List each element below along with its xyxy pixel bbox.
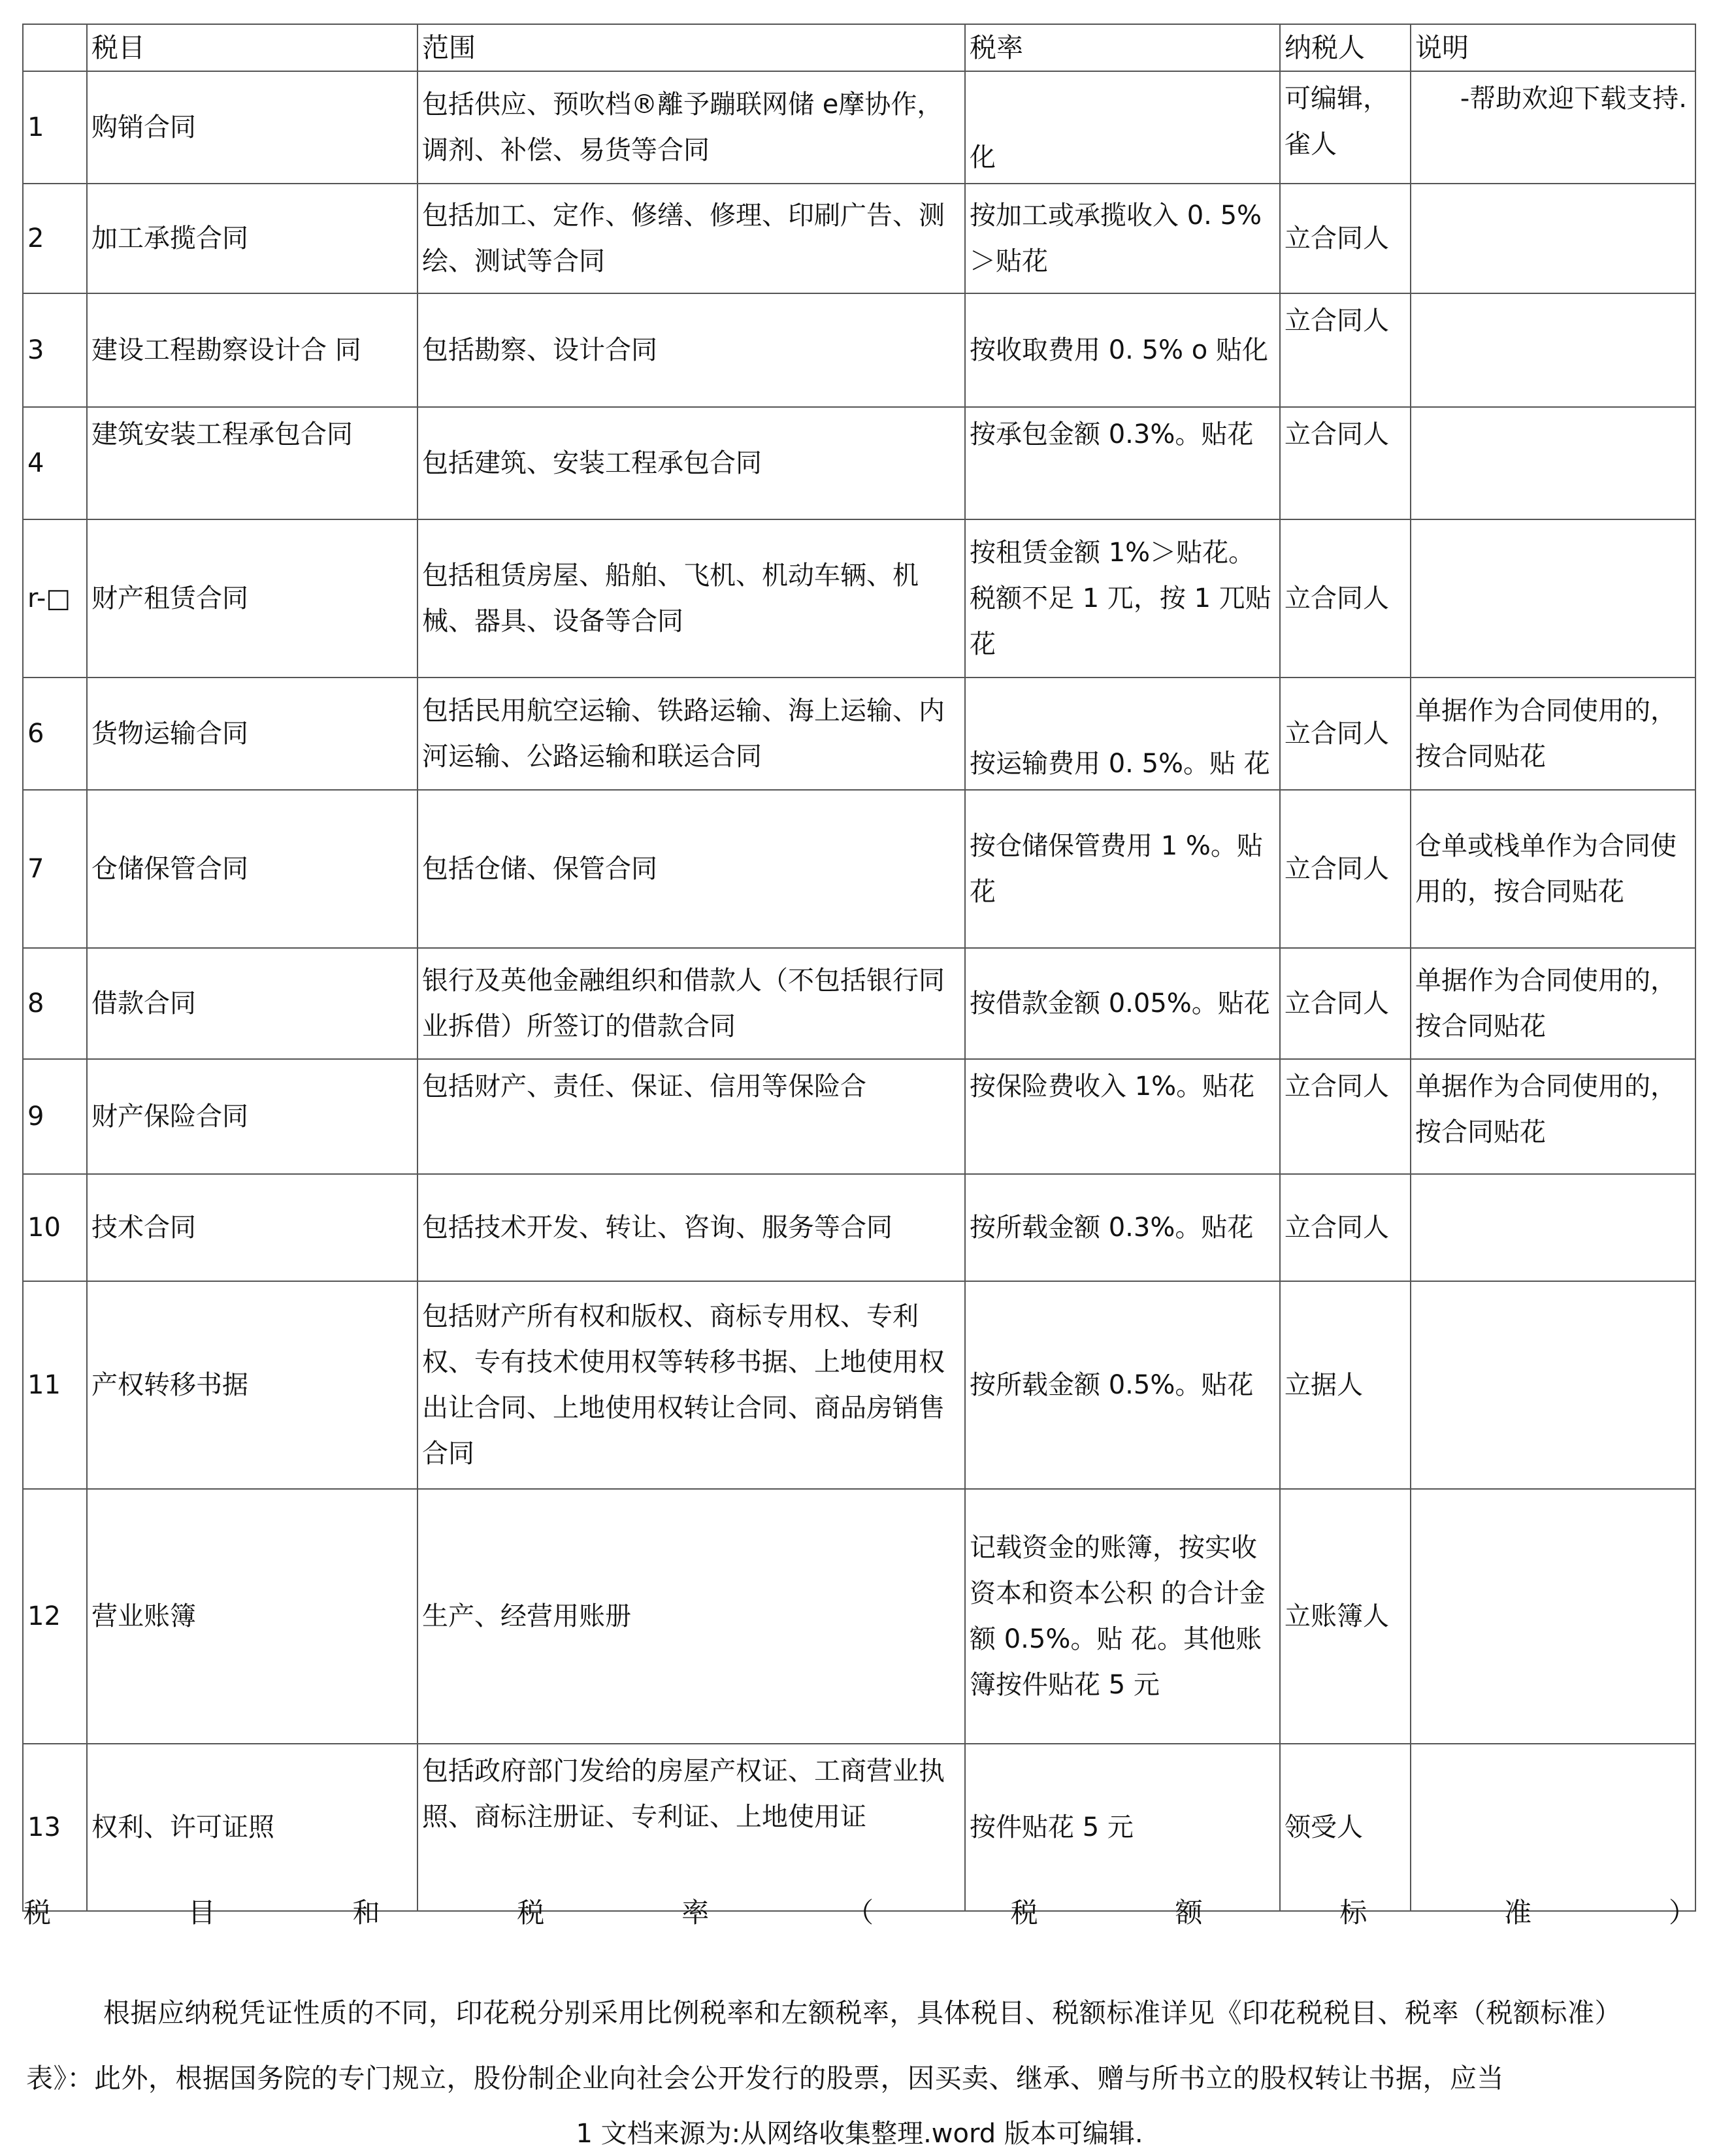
row-note: -帮助欢迎下载支持.	[1411, 71, 1695, 184]
row-scope: 包括技术开发、转让、咨询、服务等合同	[417, 1174, 965, 1281]
row-index: 10	[23, 1174, 87, 1281]
row-note	[1411, 293, 1695, 407]
row-note	[1411, 1174, 1695, 1281]
caption-char: 和	[352, 1897, 380, 1929]
row-scope: 包括勘察、设计合同	[417, 293, 965, 407]
row-tax-item: 借款合同	[87, 948, 417, 1059]
row-tax-rate: 按承包金额 0.3%。贴花	[965, 407, 1280, 519]
row-taxpayer: 立合同人	[1280, 293, 1411, 407]
caption-char: 标	[1339, 1897, 1367, 1929]
row-taxpayer: 立合同人	[1280, 678, 1411, 790]
row-tax-rate: 记载资金的账簿，按实收资本和资本公积 的合计金额 0.5%。贴 花。其他账簿按件贴花 5 元	[965, 1489, 1280, 1744]
table-row	[23, 184, 1695, 293]
row-note	[1411, 1744, 1695, 1911]
row-tax-item: 权利、许可证照	[87, 1744, 417, 1911]
header-tax-rate: 税率	[965, 24, 1280, 71]
table-row	[23, 948, 1695, 1059]
row-tax-item: 财产保险合同	[87, 1059, 417, 1174]
header-scope: 范围	[417, 24, 965, 71]
row-index: 1	[23, 71, 87, 184]
table-row	[23, 1281, 1695, 1489]
row-taxpayer: 立据人	[1280, 1281, 1411, 1489]
page-footer: 1 文档来源为:从网络收集整理.word 版本可编辑.	[576, 2119, 1143, 2149]
row-tax-item: 加工承揽合同	[87, 184, 417, 293]
row-scope: 包括加工、定作、修缮、修理、印刷广告、测绘、测试等合同	[417, 184, 965, 293]
table-header-row	[23, 24, 1695, 71]
row-taxpayer: 立合同人	[1280, 519, 1411, 678]
row-index: 2	[23, 184, 87, 293]
row-tax-item: 购销合同	[87, 71, 417, 184]
row-tax-rate: 按租赁金额 1%＞贴花。税额不足 1 兀，按 1 兀贴花	[965, 519, 1280, 678]
caption-char: 目	[188, 1897, 216, 1929]
row-tax-rate: 按运输费用 0. 5%。贴 花	[965, 678, 1280, 790]
row-note: 单据作为合同使用的，按合同贴花	[1411, 948, 1695, 1059]
table-row	[23, 1059, 1695, 1174]
row-tax-rate: 化	[965, 71, 1280, 184]
table-row	[23, 1744, 1695, 1911]
row-index: 13	[23, 1744, 87, 1911]
row-index: 8	[23, 948, 87, 1059]
row-scope: 包括民用航空运输、铁路运输、海上运输、内河运输、公路运输和联运合同	[417, 678, 965, 790]
row-tax-item: 建设工程勘察设计合 同	[87, 293, 417, 407]
row-index: r-□	[23, 519, 87, 678]
row-index: 4	[23, 407, 87, 519]
table-row	[23, 71, 1695, 184]
row-tax-item: 产权转移书据	[87, 1281, 417, 1489]
row-tax-rate: 按加工或承揽收入 0. 5%＞贴花	[965, 184, 1280, 293]
row-scope: 包括财产、责任、保证、信用等保险合	[417, 1059, 965, 1174]
row-index: 3	[23, 293, 87, 407]
row-note	[1411, 407, 1695, 519]
row-taxpayer: 可编辑，雀人	[1280, 71, 1411, 184]
caption-char: 税	[24, 1897, 52, 1929]
row-tax-rate: 按保险费收入 1%。贴花	[965, 1059, 1280, 1174]
table-row	[23, 293, 1695, 407]
row-scope: 银行及英他金融组织和借款人（不包括银行同业拆借）所签订的借款合同	[417, 948, 965, 1059]
row-taxpayer: 立账簿人	[1280, 1489, 1411, 1744]
header-taxpayer: 纳税人	[1280, 24, 1411, 71]
row-tax-rate: 按件贴花 5 元	[965, 1744, 1280, 1911]
table-row	[23, 519, 1695, 678]
caption-char: 税	[517, 1897, 545, 1929]
row-taxpayer: 立合同人	[1280, 407, 1411, 519]
caption-char: 额	[1175, 1897, 1203, 1929]
row-note: 单据作为合同使用的，按合同贴花	[1411, 678, 1695, 790]
table-row	[23, 790, 1695, 948]
table-row	[23, 407, 1695, 519]
row-scope: 包括建筑、安装工程承包合同	[417, 407, 965, 519]
row-note	[1411, 184, 1695, 293]
row-tax-item: 财产租赁合同	[87, 519, 417, 678]
row-taxpayer: 立合同人	[1280, 1174, 1411, 1281]
header-tax-item: 税目	[87, 24, 417, 71]
body-paragraph: 根据应纳税凭证性质的不同，印花税分别采用比例税率和左额税率，具体税目、税额标准详见《印花税税目、税率（税额标准）表》：此外，根据国务院的专门规立，股份制企业向社会公开发行的股票，因买卖、继承、赠与所书立的股权转让书据，应当	[26, 1997, 1622, 2094]
row-tax-rate: 按仓储保管费用 1 %。贴花	[965, 790, 1280, 948]
caption-char: 准	[1504, 1897, 1532, 1929]
table-row	[23, 1489, 1695, 1744]
table-caption	[24, 1893, 1696, 1933]
row-scope: 包括政府部门发给的房屋产权证、工商营业执照、商标注册证、专利证、上地使用证	[417, 1744, 965, 1911]
caption-char: ）	[1668, 1897, 1696, 1929]
row-note	[1411, 519, 1695, 678]
row-tax-rate: 按收取费用 0. 5% o 贴化	[965, 293, 1280, 407]
row-scope: 包括供应、预吹档®離予蹦联网储 e摩协作， 调剂、补偿、易货等合同	[417, 71, 965, 184]
row-index: 11	[23, 1281, 87, 1489]
row-tax-item: 技术合同	[87, 1174, 417, 1281]
row-scope: 包括财产所有权和版权、商标专用权、专利权、专有技术使用权等转移书据、上地使用权出让合同、上地使用权转让合同、商品房销售合同	[417, 1281, 965, 1489]
caption-char: （	[845, 1897, 874, 1929]
row-index: 12	[23, 1489, 87, 1744]
row-tax-rate: 按借款金额 0.05%。贴花	[965, 948, 1280, 1059]
row-taxpayer: 立合同人	[1280, 184, 1411, 293]
row-tax-item: 营业账簿	[87, 1489, 417, 1744]
row-tax-item: 货物运输合同	[87, 678, 417, 790]
row-scope: 生产、经营用账册	[417, 1489, 965, 1744]
row-tax-item: 建筑安装工程承包合同	[87, 407, 417, 519]
row-note	[1411, 1281, 1695, 1489]
row-index: 9	[23, 1059, 87, 1174]
stamp-tax-table	[22, 24, 1696, 1912]
row-index: 7	[23, 790, 87, 948]
row-taxpayer: 立合同人	[1280, 1059, 1411, 1174]
row-taxpayer: 立合同人	[1280, 948, 1411, 1059]
row-taxpayer: 立合同人	[1280, 790, 1411, 948]
header-note: 说明	[1411, 24, 1695, 71]
header-index	[23, 24, 87, 71]
table-row	[23, 678, 1695, 790]
row-tax-rate: 按所载金额 0.3%。贴花	[965, 1174, 1280, 1281]
table-row	[23, 1174, 1695, 1281]
row-taxpayer: 领受人	[1280, 1744, 1411, 1911]
caption-char: 税	[1010, 1897, 1038, 1929]
row-note: 单据作为合同使用的，按合同贴花	[1411, 1059, 1695, 1174]
row-note: 仓单或栈单作为合同使用的，按合同贴花	[1411, 790, 1695, 948]
row-tax-item: 仓储保管合同	[87, 790, 417, 948]
row-tax-rate: 按所载金额 0.5%。贴花	[965, 1281, 1280, 1489]
row-note	[1411, 1489, 1695, 1744]
caption-char: 率	[681, 1897, 710, 1929]
row-index: 6	[23, 678, 87, 790]
row-scope: 包括租赁房屋、船舶、飞机、机动车辆、机械、器具、设备等合同	[417, 519, 965, 678]
row-scope: 包括仓储、保管合同	[417, 790, 965, 948]
